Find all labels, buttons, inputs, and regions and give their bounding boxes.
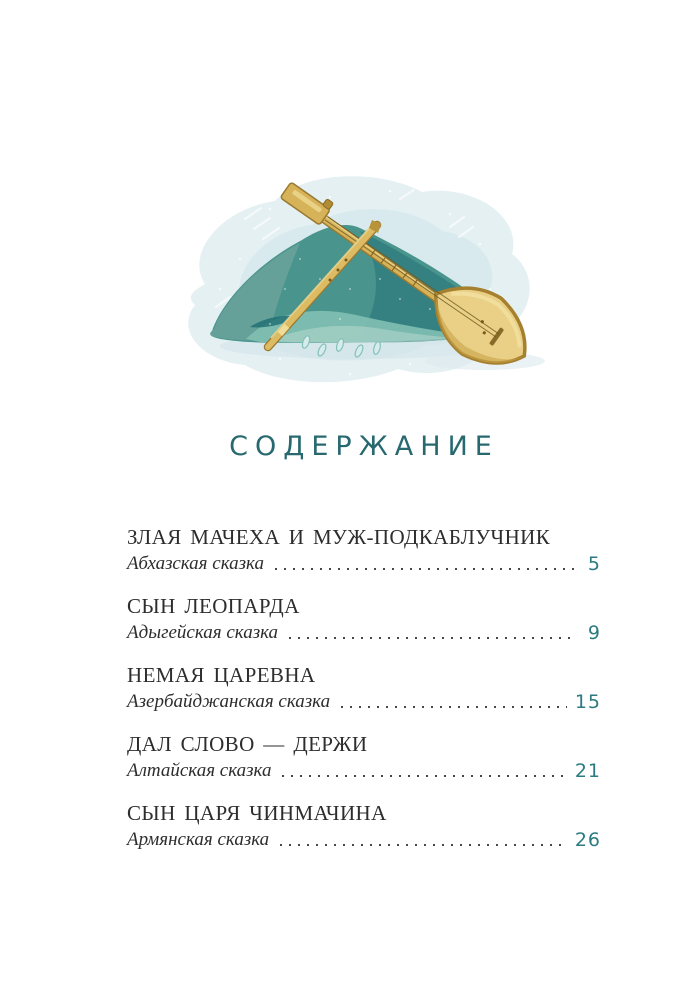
page-number: 9 bbox=[587, 622, 601, 644]
story-origin: Армянская сказка bbox=[127, 829, 270, 850]
story-origin: Азербайджанская сказка bbox=[127, 691, 331, 712]
story-title: СЫН ЛЕОПАРДА bbox=[127, 594, 300, 618]
toc-entry-line bbox=[127, 620, 601, 646]
story-origin: Абхазская сказка bbox=[127, 553, 264, 574]
story-title: ЗЛАЯ МАЧЕХА И МУЖ-ПОДКАБЛУЧНИК bbox=[127, 525, 551, 549]
toc-entry-line bbox=[127, 758, 601, 784]
page-number: 15 bbox=[574, 691, 601, 713]
toc-entry bbox=[127, 731, 601, 784]
toc-entry bbox=[127, 524, 601, 577]
story-origin: Алтайская сказка bbox=[127, 760, 272, 781]
page-title: СОДЕРЖАНИЕ bbox=[229, 431, 499, 462]
toc-list bbox=[127, 524, 601, 869]
toc-entry bbox=[127, 662, 601, 715]
dotted-leader bbox=[280, 827, 567, 853]
toc-entry bbox=[127, 593, 601, 646]
story-origin: Адыгейская сказка bbox=[127, 622, 279, 643]
toc-entry bbox=[127, 800, 601, 853]
dotted-leader bbox=[289, 620, 577, 646]
page-number: 21 bbox=[574, 760, 601, 782]
dombra-flute-illustration bbox=[150, 158, 550, 390]
page-number: 5 bbox=[587, 553, 601, 575]
toc-entry-line bbox=[127, 827, 601, 853]
dotted-leader bbox=[341, 689, 567, 715]
dotted-leader bbox=[282, 758, 566, 784]
story-title: СЫН ЦАРЯ ЧИНМАЧИНА bbox=[127, 801, 387, 825]
toc-entry-line bbox=[127, 689, 601, 715]
story-title: НЕМАЯ ЦАРЕВНА bbox=[127, 663, 316, 687]
story-title: ДАЛ СЛОВО — ДЕРЖИ bbox=[127, 732, 368, 756]
toc-entry-line bbox=[127, 551, 601, 577]
page-number: 26 bbox=[574, 829, 601, 851]
dotted-leader bbox=[275, 551, 577, 577]
